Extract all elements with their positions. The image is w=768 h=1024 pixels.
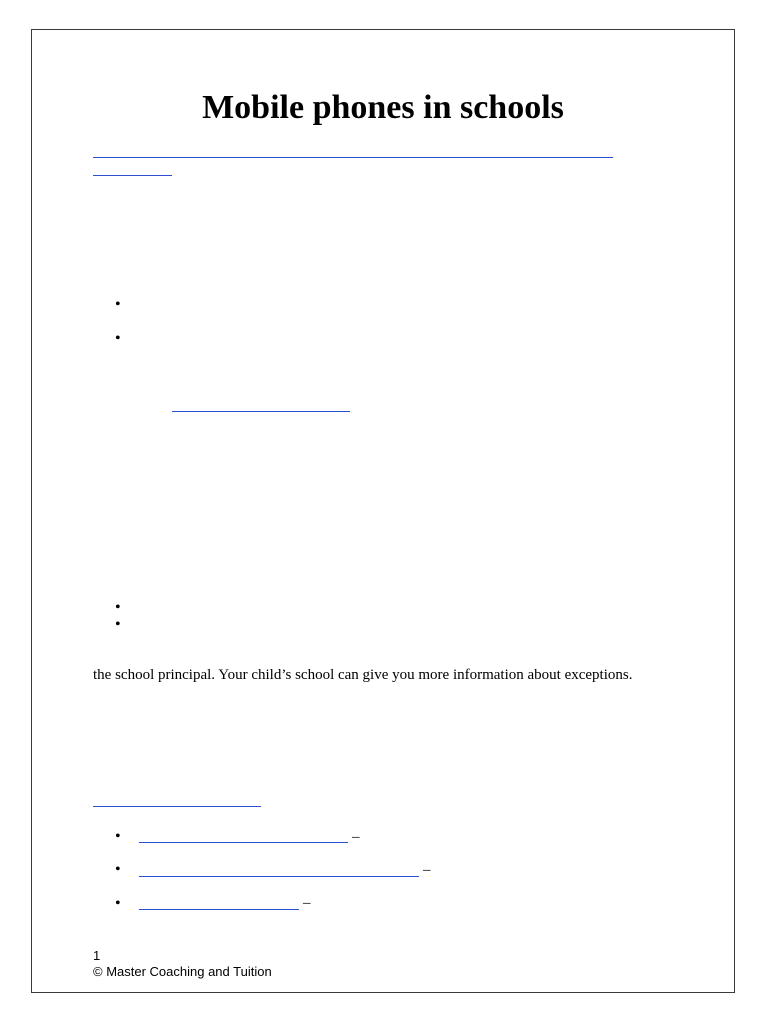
- resource-link-2[interactable]: [139, 876, 419, 877]
- intro-link-line-1[interactable]: [93, 157, 613, 158]
- exceptions-paragraph: the school principal. Your child’s school can give you more information about exceptions.: [93, 667, 633, 683]
- bullet-3-2: •: [115, 861, 121, 878]
- resources-link[interactable]: [93, 806, 261, 807]
- inline-link[interactable]: [172, 411, 350, 412]
- bullet-3-3: •: [115, 895, 121, 912]
- bullet-1-1: •: [115, 296, 121, 313]
- page-title: Mobile phones in schools: [202, 89, 564, 126]
- bullet-1-2: •: [115, 330, 121, 347]
- bullet-2-2: •: [115, 616, 121, 633]
- page-footer: [93, 948, 272, 980]
- resource-dash-2: –: [423, 862, 431, 878]
- page-border: [31, 29, 735, 993]
- resource-link-1[interactable]: [139, 842, 348, 843]
- bullet-2-1: •: [115, 599, 121, 616]
- page-number: 1: [93, 948, 101, 963]
- intro-link-line-2[interactable]: [93, 175, 172, 176]
- copyright-notice: © Master Coaching and Tuition: [93, 964, 272, 979]
- resource-dash-3: –: [303, 895, 311, 911]
- resource-dash-1: –: [352, 829, 360, 845]
- resource-link-3[interactable]: [139, 909, 299, 910]
- bullet-3-1: •: [115, 828, 121, 845]
